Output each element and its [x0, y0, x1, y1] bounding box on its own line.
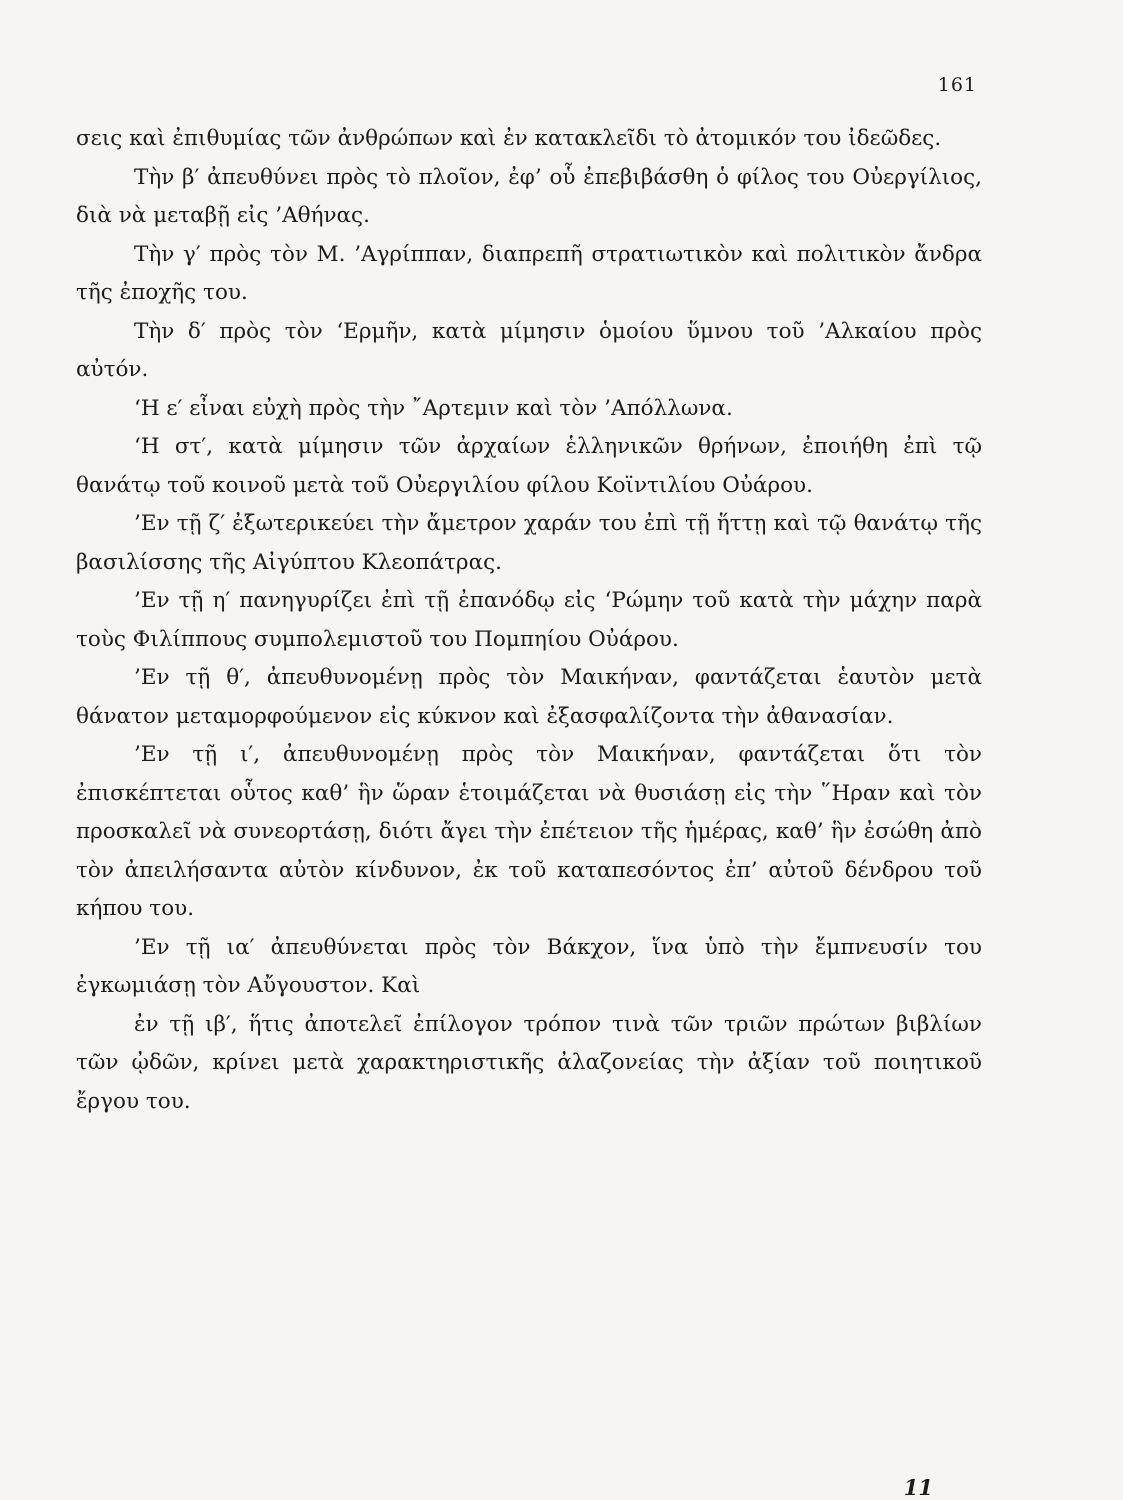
paragraph: σεις καὶ ἐπιθυμίας τῶν ἀνθρώπων καὶ ἐν κατακλεῖδι τὸ ἀτομικόν του ἰδεῶδες. — [76, 126, 942, 151]
signature-mark: 11 — [903, 1475, 933, 1500]
paragraph: ’Εν τῇ θ′, ἀπευθυνομένῃ πρὸς τὸν Μαικήναν, φαντάζεται ἑαυτὸν μετὰ θάνατον μεταμορφούμενον εἰς κύκνον καὶ ἐξασφαλίζοντα τὴν ἀθανασίαν. — [76, 665, 982, 729]
paragraph: ’Εν τῇ η′ πανηγυρίζει ἐπὶ τῇ ἐπανόδῳ εἰς ‘Ρώμην τοῦ κατὰ τὴν μάχην παρὰ τοὺς Φιλίππους συμπολεμιστοῦ του Πομπηίου Οὐάρου. — [76, 588, 982, 652]
paragraph: Τὴν γ′ πρὸς τὸν Μ. ’Αγρίππαν, διαπρεπῆ στρατιωτικὸν καὶ πολιτικὸν ἄνδρα τῆς ἐποχῆς του. — [76, 241, 982, 305]
paragraph: ’Εν τῇ ζ′ ἐξωτερικεύει τὴν ἄμετρον χαράν του ἐπὶ τῇ ἥττῃ καὶ τῷ θανάτῳ τῆς βασιλίσσης τῆς Αἰγύπτου Κλεοπάτρας. — [76, 511, 982, 575]
paragraph: Τὴν δ′ πρὸς τὸν ‘Ερμῆν, κατὰ μίμησιν ὁμοίου ὕμνου τοῦ ’Αλκαίου πρὸς αὐτόν. — [76, 318, 982, 382]
page-number: 161 — [937, 74, 977, 96]
paragraph: ‘Η ε′ εἶναι εὐχὴ πρὸς τὴν ῎Αρτεμιν καὶ τὸν ’Απόλλωνα. — [134, 395, 733, 421]
paragraph: ’Εν τῇ ι′, ἀπευθυνομένῃ πρὸς τὸν Μαικήναν, φαντάζεται ὅτι τὸν ἐπισκέπτεται οὗτος καθ’ ἣν ὥραν ἑτοιμάζεται νὰ θυσιάσῃ εἰς τὴν ῞Ηραν καὶ τὸν προσκαλεῖ νὰ συνεορτάσῃ, διότι ἄγει τὴν ἐπέτειον τῆς ἡμέρας, καθ’ ἣν ἐσώθη ἀπὸ τὸν ἀπειλήσαντα αὐτὸν κίνδυνον, ἐκ τοῦ καταπεσόντος ἐπ’ αὐτοῦ δένδρου τοῦ κήπου του. — [76, 742, 982, 921]
paragraph: ἐν τῇ ιβ′, ἥτις ἀποτελεῖ ἐπίλογον τρόπον τινὰ τῶν τριῶν πρώτων βιβλίων τῶν ᾠδῶν, κρίνει μετὰ χαρακτηριστικῆς ἀλαζονείας τὴν ἀξίαν τοῦ ποιητικοῦ ἔργου του. — [76, 1011, 982, 1114]
body-text — [76, 120, 982, 1121]
paragraph: Τὴν β′ ἀπευθύνει πρὸς τὸ πλοῖον, ἐφ’ οὗ ἐπεβιβάσθη ὁ φίλος του Οὐεργίλιος, διὰ νὰ μεταβῇ εἰς ’Αθήνας. — [76, 164, 982, 228]
paragraph: ’Εν τῇ ια′ ἀπευθύνεται πρὸς τὸν Βάκχον, ἵνα ὑπὸ τὴν ἔμπνευσίν του ἐγκωμιάσῃ τὸν Αὔγουστον. Καὶ — [76, 934, 982, 998]
paragraph: ‘Η στ′, κατὰ μίμησιν τῶν ἀρχαίων ἑλληνικῶν θρήνων, ἐποιήθη ἐπὶ τῷ θανάτῳ τοῦ κοινοῦ μετὰ τοῦ Οὐεργιλίου φίλου Κοϊντιλίου Οὐάρου. — [76, 434, 982, 498]
